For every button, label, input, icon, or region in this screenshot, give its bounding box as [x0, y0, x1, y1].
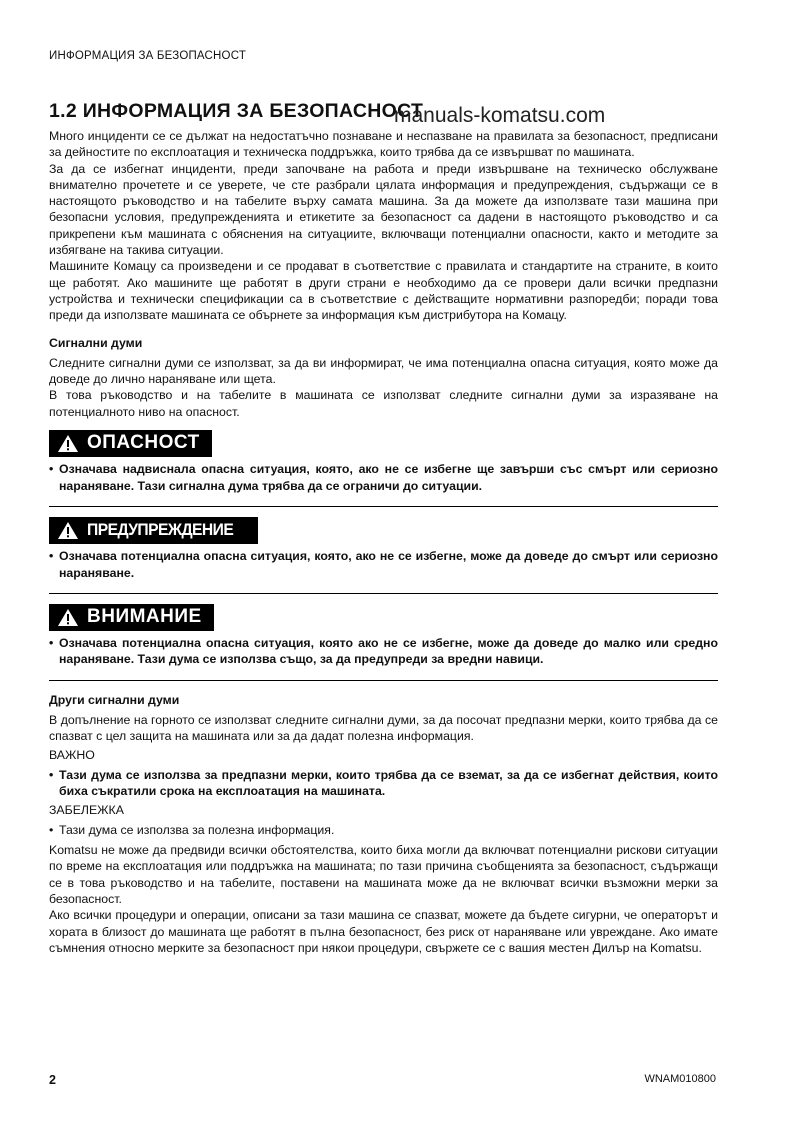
bullet-dot: • — [49, 822, 54, 837]
running-header: ИНФОРМАЦИЯ ЗА БЕЗОПАСНОСТ — [49, 50, 247, 62]
closing-paragraph: Komatsu не може да предвиди всички обстоятелства, които биха могли да включват потенциални рискови ситуации по време на експлоатация или поддръжка на машината; по тази причина съобщенията за безопасност, съдържащи се в това ръководство и на табелите, поставени на машината може да не включват всички възможни мерки за безопасност. — [49, 843, 718, 906]
section-title: 1.2 ИНФОРМАЦИЯ ЗА БЕЗОПАСНОСТ — [49, 100, 424, 122]
warning-badge — [49, 517, 258, 544]
danger-bullet — [49, 461, 718, 494]
note-text: Тази дума се използва за полезна информация. — [59, 822, 335, 837]
caution-box — [49, 604, 718, 681]
page-content — [49, 128, 718, 956]
bullet-dot: • — [49, 462, 54, 477]
signal-words-paragraph: В това ръководство и на табелите в машината се използват следните сигнални думи за изразяване на потенциалното ниво на опасност. — [49, 388, 718, 419]
other-signal-words-intro: В допълнение на горното се използват следните сигнални думи, за да посочат предпазни мерки, които трябва да се спазват с цел защита на машината или за да дадат полезна информация. — [49, 713, 718, 744]
warning-text: Означава потенциална опасна ситуация, която, ако не се избегне, може да доведе до смърт или сериозно нараняване. — [59, 549, 718, 580]
bullet-dot: • — [49, 767, 54, 782]
important-bullet — [49, 767, 718, 800]
intro-paragraph: Много инциденти се се дължат на недостатъчно познаване и неспазване на правилата за безопасност, предписани за дейностите по експлоатация и техническа поддръжка, които трябва да се извършват по машината. — [49, 129, 718, 160]
warning-label: ПРЕДУПРЕЖДЕНИЕ — [87, 520, 234, 540]
bullet-dot: • — [49, 636, 54, 651]
watermark: manuals-komatsu.com — [394, 104, 606, 127]
warning-triangle-icon — [57, 608, 79, 627]
signal-words-paragraph: Следните сигнални думи се използват, за да ви информират, че има потенциална опасна ситуация, която може да доведе до лично нараняване или щета. — [49, 355, 718, 387]
danger-box — [49, 430, 718, 507]
closing-paragraph: Ако всички процедури и операции, описани за тази машина се спазват, можете да бъдете сигурни, че операторът и хората в близост до машината ще работят в пълна безопасност, без риск от нараняване или увреждане. Ако имате съмнения относно мерките за безопасност при някои процедури, свържете се с вашия местен Дилър на Komatsu. — [49, 908, 718, 955]
bullet-dot: • — [49, 549, 54, 564]
warning-triangle-icon — [57, 521, 79, 540]
caution-text: Означава потенциална опасна ситуация, която ако не се избегне, може да доведе до малко или средно нараняване. Тази дума се използва също, за да предупреди за вредни навици. — [59, 636, 718, 667]
intro-paragraph: Машините Комацу са произведени и се продават в съответствие с правилата и стандартите на страните, в които ще работят. Ако машините ще работят в други страни е необходимо да се провери дали всички предпазни устройства и технически спецификации са в съответствие с действащите нормативни разпоредби; поради това преди да използвате машината се обърнете за информация към дистрибутора на Комацу. — [49, 259, 718, 323]
document-code: WNAM010800 — [644, 1073, 716, 1085]
note-label: ЗАБЕЛЕЖКА — [49, 802, 124, 817]
signal-words-heading: Сигнални думи — [49, 335, 143, 350]
danger-badge — [49, 430, 212, 457]
caution-badge — [49, 604, 214, 631]
divider — [49, 587, 718, 594]
important-text: Тази дума се използва за предпазни мерки, които трябва да се вземат, за да се избегнат действия, които биха съкратили срока на експлоатация на машината. — [59, 767, 718, 799]
warning-bullet — [49, 548, 718, 581]
page-number: 2 — [49, 1073, 56, 1087]
divider — [49, 500, 718, 507]
caution-bullet — [49, 635, 718, 668]
note-bullet — [49, 822, 718, 838]
other-signal-words-heading: Други сигнални думи — [49, 692, 180, 707]
danger-text: Означава надвиснала опасна ситуация, която, ако не се избегне ще завърши със смърт или сериозно нараняване. Тази сигнална дума трябва да се ограничи до ситуации. — [59, 462, 718, 493]
caution-label: ВНИМАНИЕ — [87, 606, 202, 628]
danger-label: ОПАСНОСТ — [87, 432, 200, 454]
warning-box — [49, 517, 718, 594]
warning-triangle-icon — [57, 434, 79, 453]
intro-paragraph: За да се избегнат инциденти, преди започване на работа и преди извършване на техническо обслужване внимателно прочетете и се уверете, че сте разбрали цялата информация и предупреждения, съдържащи се в настоящото ръководство и на табелите върху самата машина. За да можете да използвате тази машина при безопасни условия, предупрежденията и етикетите за безопасност са дадени в настоящото ръководство и са прикрепени към машината с обяснения на ситуациите, включващи потенциални опасности, както и методите за избягване на такива ситуации. — [49, 161, 718, 258]
divider — [49, 674, 718, 681]
important-label: ВАЖНО — [49, 747, 95, 762]
